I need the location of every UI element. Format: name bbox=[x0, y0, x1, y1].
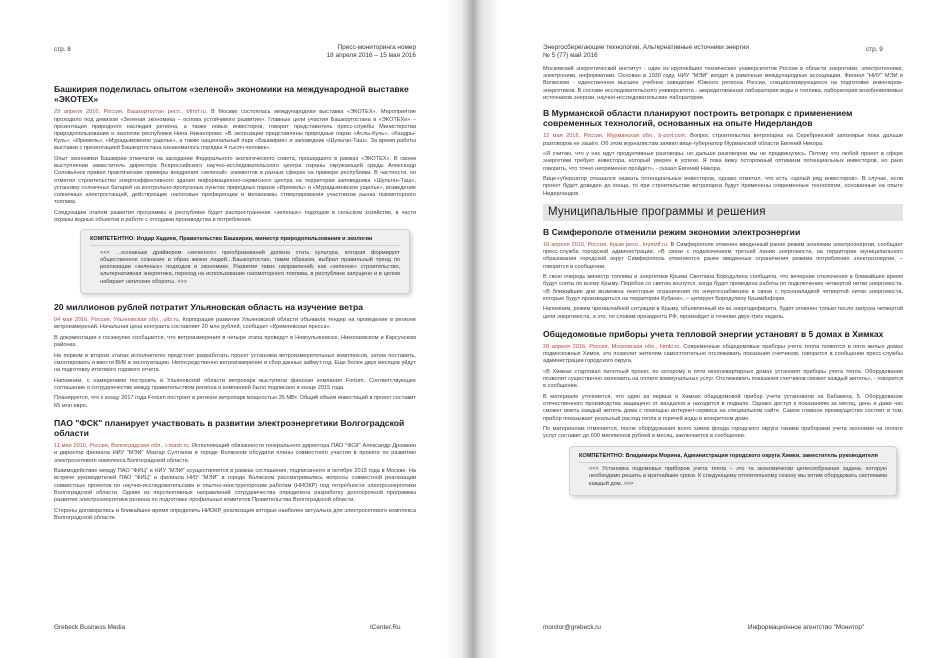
quote-divider bbox=[90, 245, 400, 246]
article-paragraph: Следующим этапом развития программы в республике будет распространение «зеленых» подходов в сельском хозяйстве, в части охраны водных объектов и работе с отходами производства и потребления. bbox=[54, 209, 416, 224]
section-heading: Муниципальные программы и решения bbox=[543, 204, 903, 221]
article-title: Башкирия поделилась опытом «зеленой» экономики на международной выставке «ЭКОТЕХ» bbox=[54, 84, 409, 105]
page-number: стр. 8 bbox=[54, 46, 71, 53]
article-khimki bbox=[543, 329, 903, 496]
article-paragraph: Корпорация развития Ульяновской области объявила тендер на проведение в регионе ветроизмерений. Начальная цена контракта составляет 20 млн рублей, сообщает «Кремлевская пресса». bbox=[54, 317, 416, 331]
page-number: стр. 9 bbox=[866, 46, 883, 53]
article-place: Россия, Крым респ., krymzif.ru. bbox=[587, 242, 669, 249]
header-line-2: № 5 (77) май 2016 bbox=[543, 52, 598, 59]
article-paragraph: Планируется, что к концу 2017 года Fortum построит в регионе ветропарк мощностью 35 МВт. Общий объем инвестиций в проект составит 65 млн евро. bbox=[54, 395, 416, 409]
article-murmansk bbox=[543, 108, 903, 198]
article-place: Россия, Башкортостан респ., bfmrf.ru. bbox=[103, 109, 208, 116]
article-paragraph: В Москве состоялась международная выставка «ЭКОТЕХ». Мероприятие проходило под девизом «Зеленая экономика – основа устойчивого развития». Главные цели участия Башкортостана в «ЭКОТЕХе» – презентация природного наследия региона, а также новых инвесторов, говорит представитель пресс-службы Министерства природопользования и экологии республики Нина Никанорова: «В экспозиции представлены природные парки «Аслы-Куль», «Кандры-Куль», «Иремель», «Мурадымовское ущелье», а также национальный парк «Башкирия» и заповедник «Шульган-Таш». За время работы выставки с презентацией Башкортостана ознакомилось порядка 4 тысяч человек». bbox=[54, 109, 416, 152]
article-date: 04 мая 2016, bbox=[54, 317, 89, 324]
article-date: 29 апреля 2016, bbox=[54, 109, 100, 116]
header-line-2: 18 апреля 2016 – 15 мая 2016 bbox=[326, 52, 416, 59]
article-date: 20 апреля 2016, bbox=[543, 344, 587, 351]
article-paragraph: В документации к госзакупке сообщается, что ветроизмерения в четыре этапа проведут в Новоульяновске, Николаевском и Карсунском районах. bbox=[54, 334, 416, 349]
article-paragraph: Московский энергетический институт - один из крупнейших технических университетов России в области энергетики, электротехники, электроники, информатики. Основан в 1930 году. НИУ "МЭИ" входит в рамочные международные ассоциации. Филиал "НИУ" МЭИ в Волжском - единственное высшее учебное заведение Южного региона России, специализирующееся на подготовке инженеров-энергетиков. В составе исследовательского университета - аккредитованная лаборатория воды и топлива, лаборатория возобновляемых источников энергии, научно-исследовательские лаборатории. bbox=[543, 66, 903, 101]
expert-quote-box bbox=[80, 229, 410, 294]
article-paragraph: Напомним, режим чрезвычайной ситуации в Крыму, объявленный из-за энергодефицита, будет отменен только после запуска четвертой цепи энергомоста, а это, по словам президента РФ, произойдет в течение двух-трёх недель. bbox=[543, 306, 903, 320]
quote-divider bbox=[579, 462, 887, 463]
article-paragraph: Вице-губернатор отказался назвать потенциальных инвесторов, однако отметил, что есть «целый ряд инвесторов». В случае, если проект будет доведен до конца, то при строительстве ветропарка будут применены современные технологии, основанные на опыте Нидерландов. bbox=[543, 176, 903, 197]
article-paragraph: Взаимодействие между ПАО "ФИЦ" и НИУ "МЭИ" осуществляется в рамках соглашения, подписанного в октябре 2015 года в Москве. На встрече руководителей ПАО "ФИЦ" и филиала НИУ "МЭИ" в городе Волжском рассматривались вопросы совместной реализации совместных проектов по научно-исследовательским и опытно-конструкторским работам (НИОКР) под потребности электроэнергетики Волгоградской области. Одним из перспективных направлений сотрудничества определена разработку долгосрочной программы развития электроэнергетики региона по подготовке профильных комитетов Правительства Волгоградской области. bbox=[54, 468, 416, 504]
article-date: 12 мая 2016, bbox=[543, 133, 581, 140]
article-paragraph: На первом и втором этапах исполнителю предстоит разработать проект установки ветроизмерительных комплексов, затем поставить, смонтировать и ввести ВИК в эксплуатацию. Непосредственно ветроизмерение и сбор данных займут год. Еще более двух месяцев уйдут на подготовку итогового годового отчета. bbox=[54, 352, 416, 374]
running-header bbox=[543, 44, 803, 60]
article-bashkiria bbox=[54, 84, 416, 294]
footer-left: monitor@grebeck.ru bbox=[543, 624, 601, 631]
footer-right: ICenter.Ru bbox=[370, 624, 401, 631]
footer-right: Информационное агентство "Монитор" bbox=[748, 624, 865, 631]
expert-quote-box bbox=[569, 446, 897, 496]
article-ulyanovsk bbox=[54, 302, 416, 410]
quote-text: <<< Установка подомовых приборов учета тепла – это та экономически целесообразная задача, которую необходимо решить в кратчайшие сроки. К следующему отопительному сезону мы хотим оборудовать системами каждый дом. >>> bbox=[589, 466, 887, 487]
article-paragraph: Исполняющий обязанности генерального директора ПАО "ФСК" Александр Дрожжин и директор филиала НИУ "МЭИ" Мазгар Султанов в городе Волжском обсудили планы совместного участия в проекте по развитию электросетевого комплекса Волгоградской области. bbox=[54, 443, 416, 464]
article-title: В Мурманской области планируют построить ветропарк с применением современных технологий, основанных на опыте Нидерландов bbox=[543, 108, 853, 129]
quote-title: КОМПЕТЕНТНО: Владимира Морина, Администрация городского округа Химки, заместитель руководителя bbox=[579, 452, 878, 459]
article-title: В Симферополе отменили режим экономии электроэнергии bbox=[543, 226, 801, 237]
article-title: 20 миллионов рублей потратит Ульяновская область на изучение ветра bbox=[54, 301, 364, 312]
article-paragraph: Вопрос строительства ветропарка на Серебрянской заполярье пока дальше разговоров не зашёл. Об этом журналистам заявил вице-губернатор Мурманской области Евгений Никора. bbox=[543, 133, 903, 147]
article-fsk-volgograd bbox=[54, 418, 416, 522]
right-column bbox=[543, 66, 903, 504]
left-column bbox=[54, 84, 416, 525]
article-paragraph: Напомним, с намерением построить в Ульяновской области ветропарк выступила финская компания Fortum. Соответствующее соглашение о сотрудничестве между правительством региона и компанией было подписано в конце 2015 года. bbox=[54, 377, 416, 391]
right-page bbox=[473, 0, 946, 658]
article-paragraph: По материалам отмечается, после оборудования всего химок фонда городского округа такими приборами учета экономия на оплате услуг составит до 600 миллионов рублей в месяц, заключается в сообщении. bbox=[543, 426, 903, 440]
quote-title: КОМПЕТЕНТНО: Илдар Хадиев, Правительство Башкирии, министр природопользования и экологии bbox=[90, 236, 373, 243]
article-paragraph: «Я считаю, что у нас идут продуктивные разговоры, но дальше разговоров мы не продвинулись. Потому что любой проект в сфере энергетики требует инвестора, который уверен в успехе. Я пока вижу осторожный оптимизм потенциальных инвесторов, но рано говорить, что точно непременно пройдёт», - сказал Евгений Никора. bbox=[543, 151, 903, 172]
article-paragraph: В Симферополе отменен введенный ранее режим экономии электроэнергии, сообщает пресс-служба городской администрации. «В связи с подключением третьей линии энергомоста, на территории муниципального образования городской округ Симферополь отменяются ранее введенные ограничения режима потребления электроэнергии, – говорится в сообщении. bbox=[543, 242, 903, 270]
article-place: Россия, Московская обл., himki.ru. bbox=[589, 344, 681, 351]
article-title: Общедомовые приборы учета тепловой энергии установят в 5 домах в Химках bbox=[543, 328, 884, 339]
article-paragraph: Современные общедомовые приборы учета тепла появятся в пяти жилых домах подмосковных Химок, это позволит жителям самостоятельно отслеживать показания счетчиков, говорится в сообщении пресс-службы администрации городского округа. bbox=[543, 344, 903, 365]
article-paragraph: Опыт экономики Башкирии отмечали на заседании Федерального экологического совета, прошедшего в рамках «ЭКОТЕХ». В своем выступлении заместитель директора Всероссийского научно-исследовательского центра охраны окружающей среды Александр Соловьёнок привел практические примеры внедрения «зеленой» элементов в разных сферах на примере республики. В частности, он отметил строительство энергоэффективного здания информационно-сервисного центра на территории заповедника «Шульган-Таш», установку солнечных батарей на контрольно-пропускных пунктах природных парков «Иремель» и «Мурадымовское ущелье», возведение солнечных электростанций, действующие налоговые преференции и механизмы стимулирования участников рынка газомоторного топлива. bbox=[54, 156, 416, 206]
article-paragraph: В свою очередь министр топлива и энергетики Крыма Светлана Бородулина сообщила, что вечерние отключения в ближайшее время будут сняты по всему Крыму. Перебои со светом коснутся, когда будет проведена работы по подключению четвертой нитки энергомоста. «В ближайшие дни возможна некоторые ограничения по энергоснабжению в связи с пусконаладкой четвертой нитки энергомоста, которые будут производиться на территории Кубани», – цитирует Бородулину КрымИнформ. bbox=[543, 274, 903, 302]
article-paragraph: В материале уточняется, что один из первых в Химках общедомовой прибор учета установили на Бабакина, 5. Оборудование отечественного производства защищено от вандалов и находится в подвале. Однако доступ к показаниям за месяц, день и даже час сможет иметь каждый житель дома с помощью интернет-сервиса на специальном сайте. Самое главное преимущество состоит в том, прибор показывает реальный расход тепла в горячей воды в конкретном доме. bbox=[543, 394, 903, 422]
article-date: 16 апреля 2016, bbox=[543, 242, 586, 249]
article-date: 11 мая 2016, bbox=[54, 443, 88, 450]
header-line-1: Пресс-мониторинга номер bbox=[337, 44, 416, 51]
article-simferopol bbox=[543, 227, 903, 321]
article-title: ПАО "ФСК" планирует участвовать в развитии электроэнергетики Волгоградской области bbox=[54, 417, 405, 439]
header-line-1: Энергосберегающие технологии. Альтернативные источники энергии bbox=[543, 44, 749, 51]
article-paragraph: «В Химках стартовал пилотный проект, по которому в пяти многоквартирных домах установят приборы учета тепла. Оборудование позволит существенно экономить на оплате коммунальных услуг. Отслеживать показания счетчиков сможет каждый житель», - говорится в сообщении. bbox=[543, 369, 903, 390]
quote-text: <<< …основным драйвером «зеленого» преобразований должна стать культура, которая формирует общественное сознание и образ жизни людей…Башкортостан, таким образом, выбрал правильный тренд по реализации «зеленых» подходов в экономике. Развитие таких направлений, как «зеленое» строительство, альтернативная энергетика, переход на использование газомоторного топлива, в республике запущено и в целом набирает неплохие обороты. >>> bbox=[100, 249, 400, 285]
running-header bbox=[220, 44, 416, 60]
article-paragraph: Стороны договорились в ближайшее время определить НИОКР, реализация которых наиболее актуальна для электросетевого комплекса Волгоградской области. bbox=[54, 507, 416, 521]
article-place: Россия, Волгоградская обл., i-mash.ru. bbox=[89, 443, 191, 450]
article-place: Россия, Ульяновская обл., ulIz.ru. bbox=[91, 317, 181, 324]
footer-left: Grebeck Business Media bbox=[54, 624, 126, 631]
article-place: Россия, Мурманская обл., b-port.com. bbox=[583, 133, 687, 140]
